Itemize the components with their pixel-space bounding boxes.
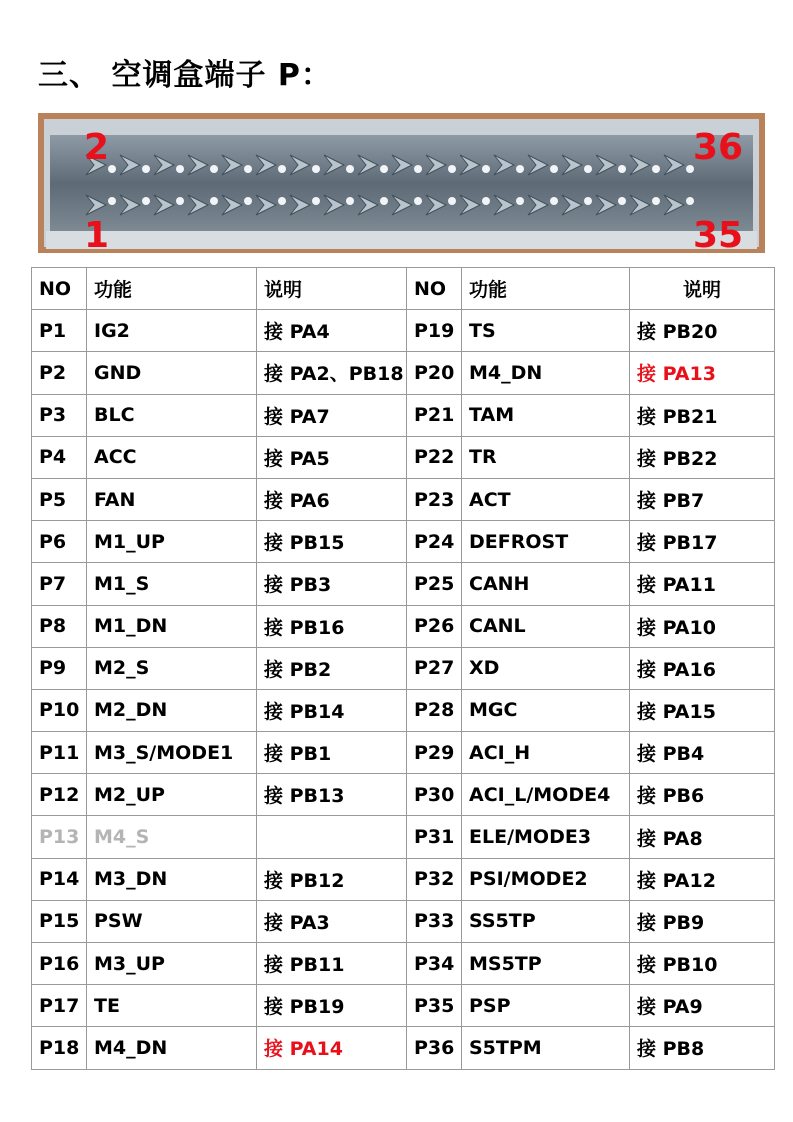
pin-connection-left: 接 PA14 [257, 1027, 407, 1069]
pin-connection-right: 接 PA9 [630, 985, 775, 1027]
pin-number-left: P6 [32, 521, 87, 563]
pin-number-right: P33 [407, 900, 462, 942]
pin-function-left: M4_DN [87, 1027, 257, 1069]
pin-connection-left: 接 PB2 [257, 647, 407, 689]
pin-number-left: P17 [32, 985, 87, 1027]
pin-function-right: CANL [462, 605, 630, 647]
table-row [32, 689, 775, 731]
connector-pin-highlight [482, 165, 490, 173]
pin-number-left: P7 [32, 563, 87, 605]
connector-pin-highlight [346, 197, 354, 205]
pin-function-right: ACI_L/MODE4 [462, 774, 630, 816]
connector-cavity [50, 135, 753, 233]
pin-connection-right: 接 PB17 [630, 521, 775, 563]
connector-pin-highlight [414, 197, 422, 205]
connector-pin-highlight [516, 197, 524, 205]
pin-connection-right: 接 PB21 [630, 394, 775, 436]
pin-number-left: P5 [32, 478, 87, 520]
table-row [32, 816, 775, 858]
pin-connection-right: 接 PA8 [630, 816, 775, 858]
table-row [32, 1027, 775, 1069]
pin-connection-left: 接 PB15 [257, 521, 407, 563]
connector-pin-highlight [142, 165, 150, 173]
pin-number-right: P27 [407, 647, 462, 689]
connector-pin-highlight [108, 165, 116, 173]
pin-number-left: P9 [32, 647, 87, 689]
pin-number-left: P2 [32, 352, 87, 394]
pin-function-right: XD [462, 647, 630, 689]
pin-function-left: M3_UP [87, 943, 257, 985]
connector-pin-highlight [584, 165, 592, 173]
pin-function-right: ACT [462, 478, 630, 520]
pin-function-left: M2_S [87, 647, 257, 689]
pin-connection-left: 接 PB3 [257, 563, 407, 605]
pin-number-right: P29 [407, 732, 462, 774]
connector-pin-highlight [448, 197, 456, 205]
pin-function-left: M2_DN [87, 689, 257, 731]
pin-connection-right: 接 PB22 [630, 436, 775, 478]
pin-function-right: MS5TP [462, 943, 630, 985]
pin-function-left: M1_DN [87, 605, 257, 647]
pin-number-right: P20 [407, 352, 462, 394]
connector-photo [38, 113, 765, 253]
header-no-right: NO [407, 268, 462, 310]
table-row [32, 943, 775, 985]
pin-number-left: P8 [32, 605, 87, 647]
pin-connection-left: 接 PA6 [257, 478, 407, 520]
pin-connection-left: 接 PA2、PB18 [257, 352, 407, 394]
pin-connection-left [257, 816, 407, 858]
table-row [32, 858, 775, 900]
pin-number-left: P15 [32, 900, 87, 942]
pin-number-right: P36 [407, 1027, 462, 1069]
table-row [32, 605, 775, 647]
connector-pin-highlight [278, 197, 286, 205]
connector-pin-highlight [244, 197, 252, 205]
pin-number-right: P32 [407, 858, 462, 900]
pin-function-left: M3_S/MODE1 [87, 732, 257, 774]
pin-function-right: PSI/MODE2 [462, 858, 630, 900]
pin-connection-left: 接 PB12 [257, 858, 407, 900]
pin-connection-left: 接 PB11 [257, 943, 407, 985]
label-top-left: 2 [84, 127, 110, 168]
label-top-right: 36 [693, 127, 744, 168]
table-row [32, 394, 775, 436]
pin-connection-right: 接 PA15 [630, 689, 775, 731]
pin-number-right: P22 [407, 436, 462, 478]
connector-pin-highlight [210, 197, 218, 205]
connector-pin-highlight [414, 165, 422, 173]
table-row [32, 436, 775, 478]
pin-number-right: P26 [407, 605, 462, 647]
table-row [32, 521, 775, 563]
table-row [32, 478, 775, 520]
pin-function-left: GND [87, 352, 257, 394]
header-function-right: 功能 [462, 268, 630, 310]
pin-function-left: FAN [87, 478, 257, 520]
pin-connection-left: 接 PA7 [257, 394, 407, 436]
pin-function-right: MGC [462, 689, 630, 731]
header-function-left: 功能 [87, 268, 257, 310]
pin-connection-left: 接 PB14 [257, 689, 407, 731]
label-bottom-left: 1 [84, 215, 110, 253]
pin-function-right: TS [462, 310, 630, 352]
connector-pin-highlight [652, 165, 660, 173]
pin-function-right: ELE/MODE3 [462, 816, 630, 858]
pin-function-left: TE [87, 985, 257, 1027]
pin-function-right: TR [462, 436, 630, 478]
pin-function-right: CANH [462, 563, 630, 605]
header-description-right: 说明 [630, 268, 775, 310]
pin-connection-right: 接 PB6 [630, 774, 775, 816]
connector-pin-highlight [142, 197, 150, 205]
connector-pin-highlight [176, 197, 184, 205]
pin-number-right: P25 [407, 563, 462, 605]
connector-pin-highlight [550, 197, 558, 205]
pin-number-left: P12 [32, 774, 87, 816]
pin-connection-right: 接 PB8 [630, 1027, 775, 1069]
connector-pin-highlight [312, 165, 320, 173]
pin-function-left: M2_UP [87, 774, 257, 816]
pin-function-left: IG2 [87, 310, 257, 352]
table-row [32, 310, 775, 352]
pin-connection-left: 接 PB19 [257, 985, 407, 1027]
connector-pin-highlight [108, 197, 116, 205]
connector-pin-highlight [550, 165, 558, 173]
table-row [32, 647, 775, 689]
pin-number-left: P16 [32, 943, 87, 985]
connector-pin-highlight [618, 197, 626, 205]
table-row [32, 774, 775, 816]
connector-pin-highlight [278, 165, 286, 173]
pin-connection-right: 接 PA16 [630, 647, 775, 689]
pin-number-right: P31 [407, 816, 462, 858]
connector-pin-highlight [652, 197, 660, 205]
connector-pin-highlight [584, 197, 592, 205]
pin-number-left: P3 [32, 394, 87, 436]
pin-function-right: TAM [462, 394, 630, 436]
connector-pin-highlight [516, 165, 524, 173]
table-row [32, 985, 775, 1027]
pin-number-right: P34 [407, 943, 462, 985]
pin-connection-left: 接 PB16 [257, 605, 407, 647]
connector-pin-highlight [380, 165, 388, 173]
pin-number-left: P4 [32, 436, 87, 478]
pin-function-right: S5TPM [462, 1027, 630, 1069]
connector-pin-highlight [312, 197, 320, 205]
pin-connection-right: 接 PA13 [630, 352, 775, 394]
pin-number-right: P28 [407, 689, 462, 731]
pin-function-right: DEFROST [462, 521, 630, 563]
pin-number-right: P35 [407, 985, 462, 1027]
table-row [32, 563, 775, 605]
pin-function-left: M1_S [87, 563, 257, 605]
pin-function-right: PSP [462, 985, 630, 1027]
pin-number-left: P18 [32, 1027, 87, 1069]
pin-connection-right: 接 PB4 [630, 732, 775, 774]
pin-connection-left: 接 PB13 [257, 774, 407, 816]
pin-number-right: P30 [407, 774, 462, 816]
table-row [32, 900, 775, 942]
pin-number-left: P11 [32, 732, 87, 774]
pin-connection-right: 接 PB20 [630, 310, 775, 352]
connector-pin-highlight [686, 197, 694, 205]
pin-number-left: P14 [32, 858, 87, 900]
label-bottom-right: 35 [693, 215, 744, 253]
pin-number-right: P23 [407, 478, 462, 520]
pin-function-left: M4_S [87, 816, 257, 858]
connector-pin-highlight [618, 165, 626, 173]
pin-function-left: BLC [87, 394, 257, 436]
header-description-left: 说明 [257, 268, 407, 310]
connector-pin-highlight [482, 197, 490, 205]
pin-function-left: M3_DN [87, 858, 257, 900]
connector-pin-highlight [346, 165, 354, 173]
pin-connection-right: 接 PB10 [630, 943, 775, 985]
pin-connection-left: 接 PA3 [257, 900, 407, 942]
pin-connection-left: 接 PA5 [257, 436, 407, 478]
pin-number-left: P13 [32, 816, 87, 858]
pin-connection-right: 接 PA12 [630, 858, 775, 900]
pin-number-left: P10 [32, 689, 87, 731]
pin-function-left: ACC [87, 436, 257, 478]
pin-connection-right: 接 PB7 [630, 478, 775, 520]
pin-number-right: P19 [407, 310, 462, 352]
pin-function-right: SS5TP [462, 900, 630, 942]
connector-pin-highlight [380, 197, 388, 205]
pin-connection-right: 接 PB9 [630, 900, 775, 942]
pin-connection-right: 接 PA11 [630, 563, 775, 605]
page-heading: 三、 空调盒端子 P： [38, 58, 332, 93]
table-row [32, 352, 775, 394]
connector-pin-highlight [448, 165, 456, 173]
connector-pin-highlight [176, 165, 184, 173]
pin-connection-right: 接 PA10 [630, 605, 775, 647]
header-no-left: NO [32, 268, 87, 310]
table-row [32, 732, 775, 774]
pin-connection-left: 接 PB1 [257, 732, 407, 774]
pin-function-left: M1_UP [87, 521, 257, 563]
pin-number-left: P1 [32, 310, 87, 352]
connector-pin-highlight [244, 165, 252, 173]
pin-function-left: PSW [87, 900, 257, 942]
pin-number-right: P21 [407, 394, 462, 436]
pin-table [31, 267, 775, 1070]
pin-function-right: ACI_H [462, 732, 630, 774]
table-header-row [32, 268, 775, 310]
pin-connection-left: 接 PA4 [257, 310, 407, 352]
pin-number-right: P24 [407, 521, 462, 563]
pin-function-right: M4_DN [462, 352, 630, 394]
connector-pin-highlight [210, 165, 218, 173]
